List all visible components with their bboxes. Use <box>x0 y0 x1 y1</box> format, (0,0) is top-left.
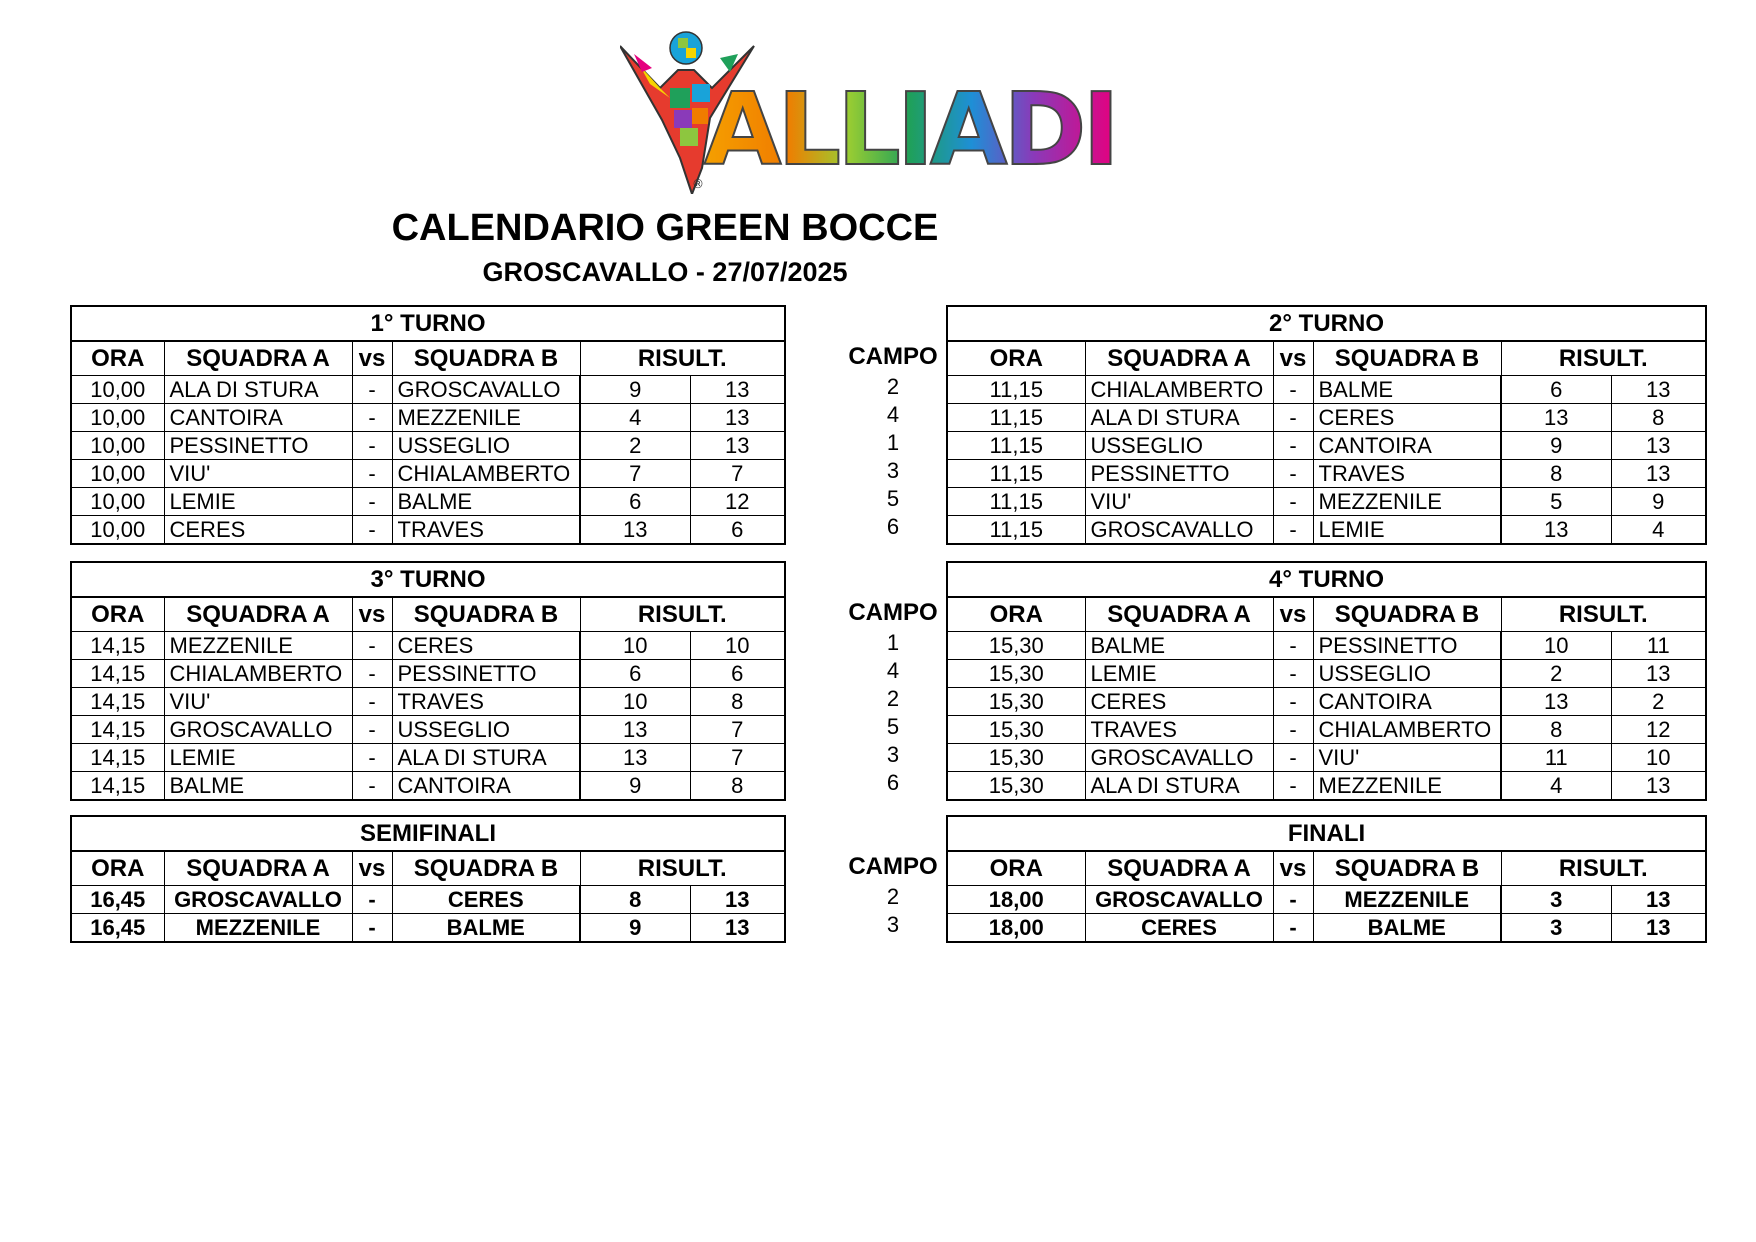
match-time: 10,00 <box>71 376 164 404</box>
team-b-name: MEZZENILE <box>1313 886 1501 914</box>
score-team-a: 8 <box>1501 460 1611 488</box>
match-time: 10,00 <box>71 432 164 460</box>
match-row <box>947 688 1706 716</box>
vs-dash: - <box>1273 716 1313 744</box>
campo-header: CAMPO <box>848 343 938 370</box>
vs-dash: - <box>352 744 392 772</box>
score-team-b: 9 <box>1611 488 1706 516</box>
logo-wordmark: ALLIADI <box>704 71 1116 188</box>
score-team-b: 7 <box>690 744 785 772</box>
vs-dash: - <box>352 914 392 943</box>
team-a-name: VIU' <box>164 460 352 488</box>
team-b-name: MEZZENILE <box>1313 488 1501 516</box>
match-time: 15,30 <box>947 744 1085 772</box>
score-team-a: 6 <box>580 660 690 688</box>
score-team-b: 12 <box>690 488 785 516</box>
score-team-b: 13 <box>1611 886 1706 914</box>
header-vs: vs <box>1273 851 1313 886</box>
team-a-name: USSEGLIO <box>1085 432 1273 460</box>
match-time: 15,30 <box>947 688 1085 716</box>
svg-text:®: ® <box>692 177 704 191</box>
match-row <box>947 432 1706 460</box>
score-team-b: 13 <box>690 886 785 914</box>
score-team-a: 9 <box>580 772 690 801</box>
team-a-name: GROSCAVALLO <box>1085 744 1273 772</box>
team-a-name: ALA DI STURA <box>1085 772 1273 801</box>
team-b-name: TRAVES <box>1313 460 1501 488</box>
team-a-name: BALME <box>164 772 352 801</box>
campo-number: 3 <box>886 912 900 937</box>
round-title-row <box>947 562 1706 597</box>
team-b-name: PESSINETTO <box>392 660 580 688</box>
header-squadra-a: SQUADRA A <box>1085 851 1273 886</box>
header-vs: vs <box>352 851 392 886</box>
team-b-name: GROSCAVALLO <box>392 376 580 404</box>
round-title-row <box>71 306 785 341</box>
team-a-name: LEMIE <box>164 488 352 516</box>
score-team-a: 4 <box>1501 772 1611 801</box>
header-squadra-a: SQUADRA A <box>1085 597 1273 632</box>
match-time: 14,15 <box>71 716 164 744</box>
campo-column <box>838 340 948 541</box>
match-row <box>71 744 785 772</box>
team-a-name: VIU' <box>164 688 352 716</box>
match-row <box>71 376 785 404</box>
team-a-name: VIU' <box>1085 488 1273 516</box>
campo-number: 6 <box>886 770 900 795</box>
score-team-b: 2 <box>1611 688 1706 716</box>
column-header-row <box>947 597 1706 632</box>
team-b-name: CANTOIRA <box>1313 688 1501 716</box>
campo-header: CAMPO <box>848 599 938 626</box>
score-team-b: 13 <box>690 432 785 460</box>
match-row <box>947 716 1706 744</box>
header-squadra-a: SQUADRA A <box>1085 341 1273 376</box>
score-team-b: 13 <box>1611 376 1706 404</box>
match-time: 15,30 <box>947 660 1085 688</box>
match-row <box>947 660 1706 688</box>
team-b-name: USSEGLIO <box>392 716 580 744</box>
match-time: 14,15 <box>71 772 164 801</box>
schedule-table-left-1 <box>70 561 786 801</box>
round-title-row <box>947 816 1706 851</box>
match-time: 15,30 <box>947 632 1085 660</box>
team-a-name: LEMIE <box>164 744 352 772</box>
score-team-b: 13 <box>1611 772 1706 801</box>
score-team-a: 2 <box>1501 660 1611 688</box>
team-a-name: CHIALAMBERTO <box>1085 376 1273 404</box>
header-squadra-b: SQUADRA B <box>1313 341 1501 376</box>
match-time: 10,00 <box>71 404 164 432</box>
score-team-a: 5 <box>1501 488 1611 516</box>
team-a-name: BALME <box>1085 632 1273 660</box>
schedule-table-left-0 <box>70 305 786 545</box>
team-b-name: CERES <box>392 632 580 660</box>
match-time: 14,15 <box>71 632 164 660</box>
vs-dash: - <box>352 516 392 545</box>
team-a-name: GROSCAVALLO <box>1085 886 1273 914</box>
match-row <box>947 404 1706 432</box>
match-time: 10,00 <box>71 488 164 516</box>
round-title-row <box>71 816 785 851</box>
match-row <box>947 632 1706 660</box>
score-team-b: 13 <box>1611 914 1706 943</box>
match-row <box>947 376 1706 404</box>
logo-graphic <box>620 28 1130 194</box>
column-header-row <box>947 851 1706 886</box>
header-risultato: RISULT. <box>580 597 785 632</box>
team-a-name: PESSINETTO <box>1085 460 1273 488</box>
match-time: 10,00 <box>71 516 164 545</box>
team-b-name: CANTOIRA <box>392 772 580 801</box>
match-row <box>71 432 785 460</box>
header-risultato: RISULT. <box>580 341 785 376</box>
team-b-name: LEMIE <box>1313 516 1501 545</box>
score-team-a: 8 <box>580 886 690 914</box>
team-b-name: MEZZENILE <box>392 404 580 432</box>
score-team-b: 8 <box>690 688 785 716</box>
round-title-row <box>947 306 1706 341</box>
campo-number: 4 <box>886 658 900 683</box>
team-b-name: USSEGLIO <box>1313 660 1501 688</box>
match-row <box>71 772 785 801</box>
team-b-name: BALME <box>1313 914 1501 943</box>
schedule-table-right-2 <box>946 815 1707 943</box>
header-risultato: RISULT. <box>1501 851 1706 886</box>
match-row <box>947 886 1706 914</box>
team-b-name: BALME <box>392 914 580 943</box>
score-team-b: 10 <box>1611 744 1706 772</box>
vs-dash: - <box>1273 744 1313 772</box>
score-team-a: 2 <box>580 432 690 460</box>
score-team-a: 11 <box>1501 744 1611 772</box>
team-a-name: MEZZENILE <box>164 632 352 660</box>
vs-dash: - <box>352 632 392 660</box>
score-team-a: 9 <box>580 914 690 943</box>
match-time: 11,15 <box>947 432 1085 460</box>
match-time: 16,45 <box>71 914 164 943</box>
team-a-name: ALA DI STURA <box>164 376 352 404</box>
score-team-a: 6 <box>580 488 690 516</box>
match-time: 11,15 <box>947 488 1085 516</box>
match-row <box>71 488 785 516</box>
team-a-name: CERES <box>1085 688 1273 716</box>
campo-column <box>838 596 948 797</box>
campo-number: 4 <box>886 402 900 427</box>
match-row <box>71 404 785 432</box>
match-row <box>71 660 785 688</box>
campo-number: 5 <box>886 486 900 511</box>
score-team-a: 13 <box>580 516 690 545</box>
round-title: 1° TURNO <box>71 306 785 341</box>
header-vs: vs <box>352 597 392 632</box>
header-squadra-b: SQUADRA B <box>392 597 580 632</box>
column-header-row <box>947 341 1706 376</box>
vs-dash: - <box>1273 432 1313 460</box>
vs-dash: - <box>1273 404 1313 432</box>
header-vs: vs <box>1273 597 1313 632</box>
column-header-row <box>71 597 785 632</box>
team-b-name: PESSINETTO <box>1313 632 1501 660</box>
match-time: 18,00 <box>947 886 1085 914</box>
score-team-a: 9 <box>580 376 690 404</box>
match-time: 11,15 <box>947 516 1085 545</box>
score-team-a: 3 <box>1501 914 1611 943</box>
header-squadra-b: SQUADRA B <box>392 341 580 376</box>
score-team-a: 4 <box>580 404 690 432</box>
score-team-a: 13 <box>1501 404 1611 432</box>
team-a-name: CERES <box>164 516 352 545</box>
team-a-name: GROSCAVALLO <box>164 716 352 744</box>
round-title: SEMIFINALI <box>71 816 785 851</box>
match-row <box>947 744 1706 772</box>
score-team-a: 13 <box>580 744 690 772</box>
header-risultato: RISULT. <box>1501 341 1706 376</box>
team-b-name: CANTOIRA <box>1313 432 1501 460</box>
vs-dash: - <box>1273 660 1313 688</box>
match-row <box>71 632 785 660</box>
match-row <box>947 488 1706 516</box>
team-a-name: LEMIE <box>1085 660 1273 688</box>
team-b-name: CERES <box>392 886 580 914</box>
team-a-name: ALA DI STURA <box>1085 404 1273 432</box>
team-b-name: CHIALAMBERTO <box>392 460 580 488</box>
score-team-a: 13 <box>580 716 690 744</box>
team-b-name: ALA DI STURA <box>392 744 580 772</box>
score-team-a: 3 <box>1501 886 1611 914</box>
campo-column <box>838 850 948 939</box>
schedule-table-right-1 <box>946 561 1707 801</box>
round-title: FINALI <box>947 816 1706 851</box>
vs-dash: - <box>1273 772 1313 801</box>
match-row <box>71 886 785 914</box>
score-team-b: 8 <box>1611 404 1706 432</box>
score-team-b: 6 <box>690 660 785 688</box>
score-team-b: 13 <box>1611 432 1706 460</box>
match-row <box>947 914 1706 943</box>
round-title: 2° TURNO <box>947 306 1706 341</box>
score-team-a: 10 <box>580 632 690 660</box>
vs-dash: - <box>1273 516 1313 545</box>
header-ora: ORA <box>71 341 164 376</box>
team-a-name: CANTOIRA <box>164 404 352 432</box>
round-title: 4° TURNO <box>947 562 1706 597</box>
score-team-a: 6 <box>1501 376 1611 404</box>
header-ora: ORA <box>71 597 164 632</box>
match-row <box>947 460 1706 488</box>
vs-dash: - <box>352 716 392 744</box>
match-row <box>947 516 1706 545</box>
score-team-b: 11 <box>1611 632 1706 660</box>
team-a-name: GROSCAVALLO <box>164 886 352 914</box>
match-time: 15,30 <box>947 716 1085 744</box>
campo-header: CAMPO <box>848 853 938 880</box>
header-vs: vs <box>352 341 392 376</box>
vs-dash: - <box>352 886 392 914</box>
team-a-name: GROSCAVALLO <box>1085 516 1273 545</box>
score-team-a: 10 <box>1501 632 1611 660</box>
score-team-b: 13 <box>1611 660 1706 688</box>
header-ora: ORA <box>947 341 1085 376</box>
match-time: 11,15 <box>947 460 1085 488</box>
match-row <box>71 914 785 943</box>
team-b-name: CHIALAMBERTO <box>1313 716 1501 744</box>
vs-dash: - <box>352 460 392 488</box>
score-team-b: 13 <box>690 376 785 404</box>
score-team-a: 13 <box>1501 688 1611 716</box>
team-b-name: BALME <box>1313 376 1501 404</box>
column-header-row <box>71 341 785 376</box>
match-time: 18,00 <box>947 914 1085 943</box>
header-squadra-b: SQUADRA B <box>1313 597 1501 632</box>
header-squadra-a: SQUADRA A <box>164 341 352 376</box>
score-team-b: 7 <box>690 716 785 744</box>
campo-number: 1 <box>886 630 900 655</box>
vs-dash: - <box>352 404 392 432</box>
vs-dash: - <box>1273 688 1313 716</box>
match-row <box>71 716 785 744</box>
vs-dash: - <box>1273 460 1313 488</box>
header-ora: ORA <box>71 851 164 886</box>
vs-dash: - <box>1273 632 1313 660</box>
score-team-b: 6 <box>690 516 785 545</box>
valliadi-logo <box>620 28 1130 194</box>
campo-number: 3 <box>886 742 900 767</box>
score-team-b: 7 <box>690 460 785 488</box>
campo-number: 3 <box>886 458 900 483</box>
team-b-name: MEZZENILE <box>1313 772 1501 801</box>
vs-dash: - <box>352 688 392 716</box>
match-time: 11,15 <box>947 376 1085 404</box>
header-ora: ORA <box>947 597 1085 632</box>
vs-dash: - <box>1273 376 1313 404</box>
campo-number: 6 <box>886 514 900 539</box>
score-team-b: 13 <box>1611 460 1706 488</box>
campo-number: 2 <box>886 884 900 909</box>
header-vs: vs <box>1273 341 1313 376</box>
team-b-name: TRAVES <box>392 688 580 716</box>
team-a-name: MEZZENILE <box>164 914 352 943</box>
score-team-b: 4 <box>1611 516 1706 545</box>
score-team-b: 12 <box>1611 716 1706 744</box>
campo-number: 1 <box>886 430 900 455</box>
vs-dash: - <box>352 660 392 688</box>
header-risultato: RISULT. <box>580 851 785 886</box>
round-title-row <box>71 562 785 597</box>
score-team-b: 13 <box>690 404 785 432</box>
match-time: 14,15 <box>71 660 164 688</box>
vs-dash: - <box>352 772 392 801</box>
team-b-name: VIU' <box>1313 744 1501 772</box>
team-a-name: CHIALAMBERTO <box>164 660 352 688</box>
vs-dash: - <box>1273 914 1313 943</box>
vs-dash: - <box>352 376 392 404</box>
match-time: 10,00 <box>71 460 164 488</box>
match-row <box>71 460 785 488</box>
header-squadra-a: SQUADRA A <box>164 851 352 886</box>
match-time: 14,15 <box>71 688 164 716</box>
schedule-table-right-0 <box>946 305 1707 545</box>
vs-dash: - <box>352 488 392 516</box>
score-team-a: 9 <box>1501 432 1611 460</box>
header-squadra-b: SQUADRA B <box>392 851 580 886</box>
header-ora: ORA <box>947 851 1085 886</box>
score-team-a: 10 <box>580 688 690 716</box>
vs-dash: - <box>1273 488 1313 516</box>
column-header-row <box>71 851 785 886</box>
team-b-name: TRAVES <box>392 516 580 545</box>
campo-number: 2 <box>886 686 900 711</box>
campo-number: 5 <box>886 714 900 739</box>
team-b-name: CERES <box>1313 404 1501 432</box>
vs-dash: - <box>352 432 392 460</box>
match-row <box>71 688 785 716</box>
score-team-b: 8 <box>690 772 785 801</box>
team-a-name: TRAVES <box>1085 716 1273 744</box>
header-risultato: RISULT. <box>1501 597 1706 632</box>
score-team-b: 13 <box>690 914 785 943</box>
team-b-name: BALME <box>392 488 580 516</box>
vs-dash: - <box>1273 886 1313 914</box>
page-title: CALENDARIO GREEN BOCCE <box>391 207 939 249</box>
page-subtitle: GROSCAVALLO - 27/07/2025 <box>482 257 848 287</box>
match-row <box>71 516 785 545</box>
team-a-name: CERES <box>1085 914 1273 943</box>
round-title: 3° TURNO <box>71 562 785 597</box>
score-team-a: 8 <box>1501 716 1611 744</box>
match-row <box>947 772 1706 801</box>
match-time: 11,15 <box>947 404 1085 432</box>
campo-number: 2 <box>886 374 900 399</box>
schedule-table-left-2 <box>70 815 786 943</box>
match-time: 16,45 <box>71 886 164 914</box>
header-squadra-a: SQUADRA A <box>164 597 352 632</box>
header-squadra-b: SQUADRA B <box>1313 851 1501 886</box>
team-b-name: USSEGLIO <box>392 432 580 460</box>
team-a-name: PESSINETTO <box>164 432 352 460</box>
score-team-a: 13 <box>1501 516 1611 545</box>
score-team-a: 7 <box>580 460 690 488</box>
score-team-b: 10 <box>690 632 785 660</box>
match-time: 14,15 <box>71 744 164 772</box>
match-time: 15,30 <box>947 772 1085 801</box>
